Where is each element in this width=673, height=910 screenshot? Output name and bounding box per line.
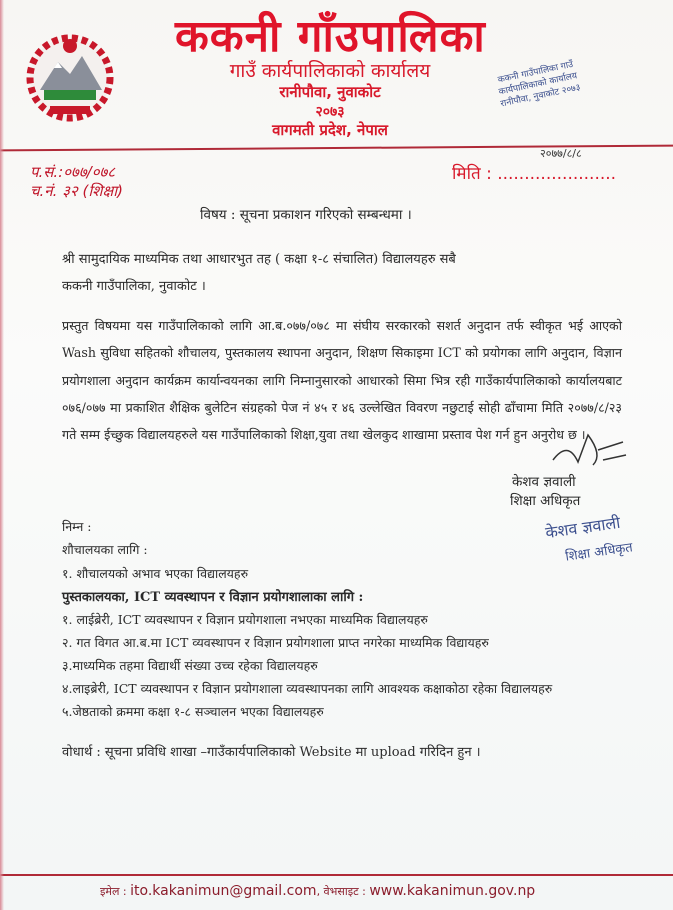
office-address: रानीपौवा, नुवाकोट xyxy=(279,83,381,101)
addressee-line-1: श्री सामुदायिक माध्यमिक तथा आधारभुत तह ( कक्षा १-८ संचालित) विद्यालयहरु सबै xyxy=(62,252,456,267)
list-item: ४.लाइब्रेरी, ICT व्यवस्थापन र विज्ञान प्रयोगशाला व्यवस्थापनका लागि आवश्यक कक्षाकोठा रहेका विद्यालयहरु xyxy=(62,681,553,696)
date-label: मिति : ...................... xyxy=(452,164,617,184)
website-label: , वेभसाइट : xyxy=(316,885,370,898)
email-link[interactable]: ito.kakanimun@gmail.com xyxy=(130,883,317,899)
footer-contact xyxy=(100,883,535,899)
list-item: ३.माध्यमिक तहमा विद्यार्थी संख्या उच्च रहेका विद्यालयहरु xyxy=(62,658,318,673)
body-paragraph: प्रस्तुत विषयमा यस गाउँपालिकाको लागि आ.ब.०७७/०७८ मा संघीय सरकारको सशर्त अनुदान तर्फ स्वीकृत भई आएको Wash सुविधा सहितको शौचालय, पुस्तकालय स्थापना अनुदान, शिक्षण सिकाइमा ICT को प्रयोगका लागि अनुदान, विज्ञान प्रयोगशाला अनुदान कार्यक्रम कार्यान्वयनका लागि निम्नानुसारको आधारको सिमा भित्र रही गाउँकार्यपालिकाको कार्यालयबाट ०७६/०७७ मा प्रकाशित शैक्षिक बुलेटिन संग्रहको पेज नं ४५ र ४६ उल्लेखित विवरण नछुटाई सोही ढाँचामा मिति २०७७/८/२३ गते सम्म ईच्छुक विद्यालयहरुले यस गाउँपालिकाको शिक्षा,युवा तथा खेलकुद शाखामा प्रस्ताव पेश गर्न हुन अनुरोध छ । xyxy=(62,318,622,443)
page-edge-shadow xyxy=(0,0,4,910)
province: वागमती प्रदेश, नेपाल xyxy=(272,121,388,139)
nepal-emblem-logo xyxy=(24,28,116,128)
email-label: इमेल : xyxy=(100,885,131,898)
list-item: १. शौचालयको अभाव भएका विद्यालयहरु xyxy=(62,566,249,581)
cc-line: वोधार्थ : सूचना प्रविधि शाखा –गाउँकार्यपालिकाको Website मा upload गरिदिन हुन । xyxy=(62,745,481,760)
toilet-heading: शौचालयका लागि : xyxy=(62,542,148,557)
list-item: १. लाईब्रेरी, ICT व्यवस्थापन र विज्ञान प्रयोगशाला नभएका माध्यमिक विद्यालयहरु xyxy=(62,612,428,627)
municipality-title: ककनी गाँउपालिका xyxy=(175,11,486,62)
dispatch-number: च.नं. ३२ (शिक्षा) xyxy=(30,182,123,200)
lab-heading: पुस्तकालयका, ICT व्यवस्थापन र विज्ञान प्रयोगशालाका लागि : xyxy=(62,590,364,605)
signatory-title: शिक्षा अधिकृत xyxy=(510,493,581,509)
subject-line: विषय : सूचना प्रकाशन गरिएको सम्बन्धमा । xyxy=(200,207,412,223)
letter-number: प.सं.:०७७/०७८ xyxy=(30,163,116,181)
signatory-name: केशव ज्ञवाली xyxy=(512,474,576,490)
footer-divider xyxy=(0,874,673,876)
signatory-stamp-name: केशव ज्ञवाली xyxy=(544,512,622,543)
office-name: गाउँ कार्यपालिकाको कार्यालय xyxy=(229,60,431,82)
signatory-stamp-title: शिक्षा अधिकृत xyxy=(564,540,634,565)
handwritten-date: २०७७/८/८ xyxy=(540,147,582,160)
office-stamp: ककनी गाउँपालिका गाउँ कार्यपालिकाको कार्यालय रानीपौवा, नुवाकोट २०७३ xyxy=(497,59,582,110)
website-link[interactable]: www.kakanimun.gov.np xyxy=(369,883,536,899)
criteria-heading: निम्न : xyxy=(62,519,92,534)
list-item: २. गत विगत आ.ब.मा ICT व्यवस्थापन र विज्ञान प्रयोगशाला प्राप्त नगरेका माध्यमिक विद्यायहरु xyxy=(62,635,489,650)
list-item: ५.जेष्ठताको क्रममा कक्षा १-८ सञ्चालन भएका विद्यालयहरु xyxy=(62,704,324,719)
established-year: २०७३ xyxy=(315,104,345,120)
addressee-line-2: ककनी गाउँपालिका, नुवाकोट । xyxy=(62,279,206,294)
